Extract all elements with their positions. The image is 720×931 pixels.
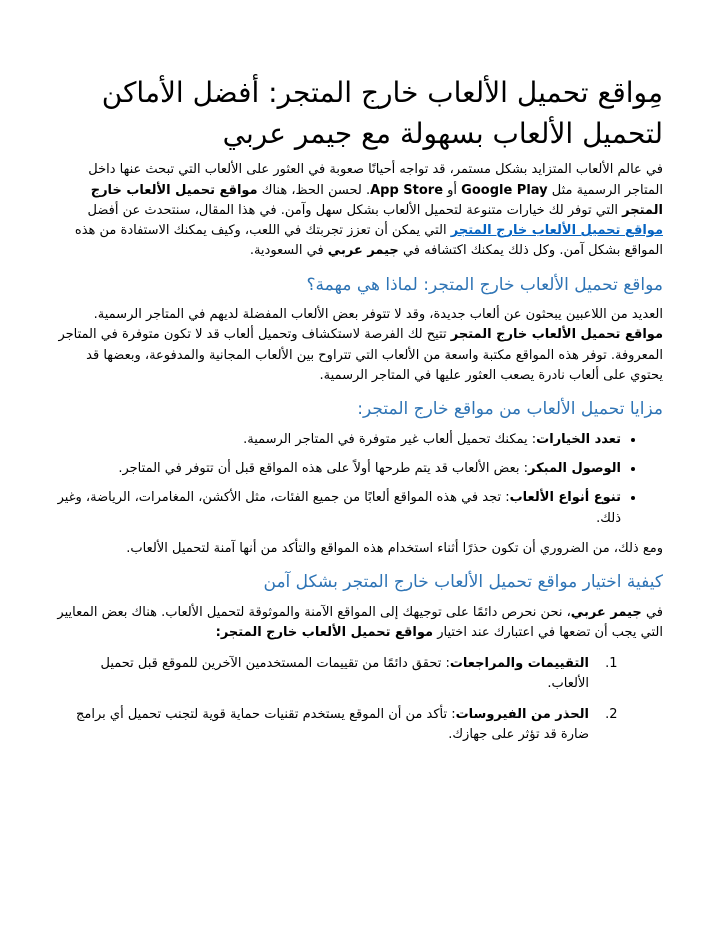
text-run: تتيح لك الفرصة لاستكشاف وتحميل ألعاب قد لا تكون متوفرة في المتاجر المعروفة. توفر هذه المواقع مكتبة واسعة من الألعاب التي تتراوح بين الألعاب المجانية والمدفوعة، وبعضها قد يحتوي على ألعاب نادرة يصعب العثور عليها في المتاجر الرسمية. — [58, 327, 663, 383]
list-item — [57, 705, 601, 746]
text-run: : تأكد من أن الموقع يستخدم تقنيات حماية قوية لتجنب تحميل أي برامج ضارة قد تؤثر على جهازك. — [76, 706, 589, 742]
bold-text-run: تنوع أنواع الألعاب — [509, 490, 621, 506]
bold-text-run: App Store — [370, 182, 444, 198]
bold-text-run: Google Play — [461, 182, 548, 198]
text-run: في — [641, 604, 663, 620]
text-run: في عالم الألعاب المتزايد بشكل مستمر، قد تواجه أحيانًا صعوبة في العثور على الألعاب التي تبحث عنها داخل المتاجر الرسمية مثل — [88, 162, 663, 198]
document-title: مِواقع تحميل الألعاب خارج المتجر: أفضل الأماكن لتحميل الألعاب بسهولة مع جيمر عربي — [101, 76, 663, 151]
bold-text-run: تعدد الخيارات — [536, 431, 621, 447]
list-item — [57, 488, 621, 529]
text-run: التي يمكن أن تعزز تجربتك في اللعب، وكيف يمكنك الاستفادة من هذه المواقع بشكل آمن. وكل ذلك يمكنك اكتشافه في — [74, 223, 663, 259]
how-to-choose-paragraph — [57, 603, 663, 644]
list-item — [57, 459, 621, 479]
section-heading-benefits: مزايا تحميل الألعاب من مواقع خارج المتجر: — [357, 399, 663, 420]
text-run: . لحسن الحظ، هناك — [257, 182, 371, 198]
bold-text-run: مواقع تحميل الألعاب خارج المتجر: — [215, 624, 434, 640]
bold-text-run: الوصول المبكر — [527, 460, 621, 476]
bold-text-run: جيمر عربي — [570, 604, 642, 620]
bold-text-run: جيمر عربي — [327, 243, 399, 259]
text-run: : يمكنك تحميل ألعاب غير متوفرة في المتاجر الرسمية. — [243, 431, 537, 447]
inline-link[interactable]: مواقع تحميل الألعاب خارج المتجر — [450, 223, 663, 239]
bold-text-run: الحذر من الفيروسات — [455, 706, 589, 722]
text-run: ، نحن نحرص دائمًا على توجيهك إلى المواقع الآمنة والموثوقة لتحميل الألعاب. هناك بعض المعايير التي يجب أن تضعها في اعتبارك عند اختيار — [57, 604, 663, 640]
section-heading-how-to-choose: كيفية اختيار مواقع تحميل الألعاب خارج المتجر بشكل آمن — [263, 572, 663, 593]
bold-text-run: مواقع تحميل الألعاب خارج المتجر — [90, 182, 663, 218]
list-item — [57, 430, 621, 450]
list-item — [57, 654, 601, 695]
text-run: : تجد في هذه المواقع ألعابًا من جميع الفئات، مثل الأكشن، المغامرات، الرياضة، وغير ذلك. — [57, 490, 621, 526]
bold-text-run: مواقع تحميل الألعاب خارج المتجر — [450, 327, 663, 343]
why-important-paragraph — [57, 305, 663, 386]
text-run: العديد من اللاعبين يبحثون عن ألعاب جديدة، وقد لا تتوفر بعض الألعاب المفضلة لديهم في المتاجر الرسمية. — [93, 307, 663, 323]
bold-text-run: التقييمات والمراجعات — [449, 656, 589, 672]
benefits-bullet-list — [57, 430, 663, 529]
text-run: التي توفر لك خيارات متنوعة لتحميل الألعاب بشكل سهل وآمن. في هذا المقال، سنتحدث عن أفضل — [87, 202, 623, 218]
intro-paragraph — [57, 160, 663, 261]
text-run: أو — [443, 182, 462, 198]
section-heading-why-important: مواقع تحميل الألعاب خارج المتجر: لماذا هي مهمة؟ — [306, 274, 663, 295]
text-run: : بعض الألعاب قد يتم طرحها أولاً على هذه المواقع قبل أن تتوفر في المتاجر. — [118, 460, 528, 476]
criteria-numbered-list — [57, 654, 663, 745]
text-run: في السعودية. — [249, 243, 328, 259]
caution-paragraph — [57, 539, 663, 559]
text-run: : تحقق دائمًا من تقييمات المستخدمين الآخرين للموقع قبل تحميل الألعاب. — [100, 656, 589, 692]
text-run: ومع ذلك، من الضروري أن تكون حذرًا أثناء استخدام هذه المواقع والتأكد من أنها آمنة لتحميل الألعاب. — [126, 540, 663, 556]
